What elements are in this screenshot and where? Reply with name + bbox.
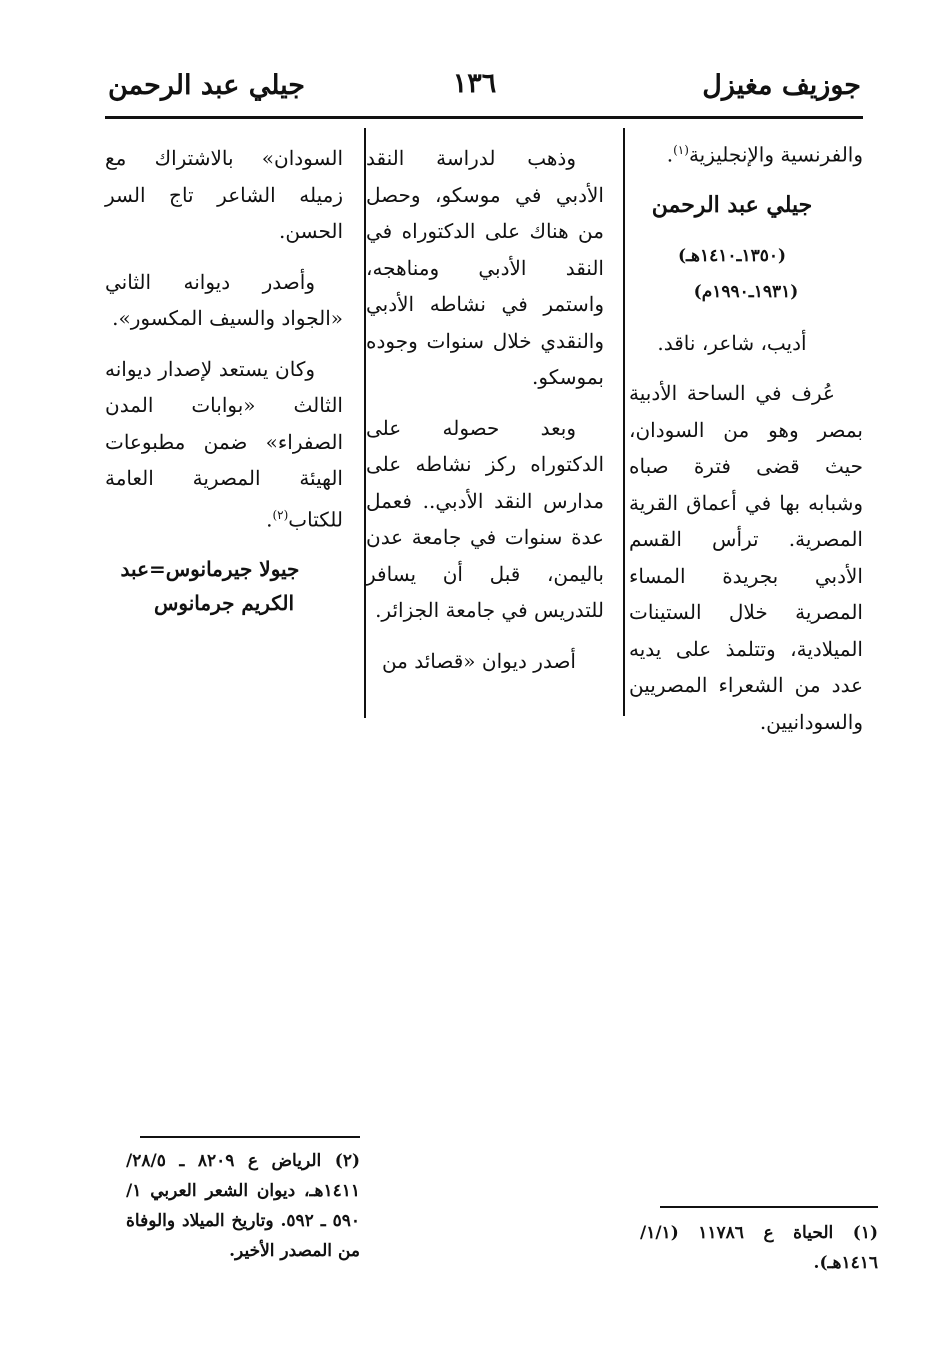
text-column-middle: [366, 140, 604, 693]
cross-reference: جيولا جيرمانوس=عبد الكريم جرمانوس: [120, 556, 300, 615]
page-number: ١٣٦: [452, 68, 497, 99]
paragraph: وبعد حصوله على الدكتوراه ركز نشاطه على مدارس النقد الأدبي.. فعمل عدة سنوات في جامعة عدن باليمن، قبل أن يسافر للتدريس في جامعة الجزائر.: [366, 415, 604, 622]
footnote-rule-left: [140, 1136, 360, 1138]
paragraph: [105, 351, 343, 538]
paragraph: والفرنسية والإنجليزية$^{(١)}$.: [666, 142, 863, 167]
footnote-ref: (١): [673, 143, 689, 157]
paragraph: عُرف في الساحة الأدبية بمصر وهو من السودان، حيث قضى فترة صباه وشبابه بها في أعماق القرية المصرية. ترأس القسم الأدبي بجريدة المساء المصرية خلال الستينات الميلادية، وتتلمذ على يديه عدد من الشعراء المصريين والسودانيين.: [629, 381, 863, 734]
running-header-right: جوزيف مغيزل: [702, 70, 861, 101]
paragraph: السودان» بالاشتراك مع زميله الشاعر تاج السر الحسن.: [105, 146, 343, 243]
paragraph: وذهب لدراسة النقد الأدبي في موسكو، وحصل من هناك على الدكتوراه في النقد الأدبي ومناهجه، واستمر في نشاطه الأدبي والنقدي خلال سنوات وجوده بموسكو.: [366, 146, 604, 389]
entry-title: جيلي عبد الرحمن: [651, 192, 813, 219]
footnote-2: (٢) الرياض ع ٨٢٠٩ ـ ٢٨/٥/ ١٤١١هـ، ديوان الشعر العربي ١/ ٥٩٠ ـ ٥٩٢. وتاريخ الميلاد والوفاة من المصدر الأخير.: [126, 1151, 360, 1261]
paragraph-end: .: [266, 507, 273, 532]
text-column-left: [105, 140, 343, 634]
column-divider-right: [623, 128, 625, 716]
footnote-ref: (٢): [272, 507, 289, 522]
running-header-left: جيلي عبد الرحمن: [108, 70, 305, 101]
paragraph-text: والفرنسية والإنجليزية: [688, 142, 863, 167]
footnote-rule-right: [660, 1206, 878, 1208]
footnote-1: (١) الحياة ع ١١٧٨٦ (١/١/ ١٤١٦هـ).: [640, 1223, 878, 1273]
header-rule: [105, 116, 863, 119]
entry-dates: (١٣٥٠ـ١٤١٠هـ)(١٩٣١ـ١٩٩٠م): [677, 245, 799, 303]
paragraph: أصدر ديوان «قصائد من: [381, 648, 576, 673]
entry-description: أديب، شاعر، ناقد.: [657, 330, 807, 355]
text-column-right: [629, 132, 863, 754]
paragraph-text: وكان يستعد لإصدار ديوانه الثالث «بوابات المدن الصفراء» ضمن مطبوعات الهيئة المصرية العامة للكتاب: [105, 356, 343, 532]
paragraph: وأصدر ديوانه الثاني «الجواد والسيف المكسور».: [105, 269, 343, 330]
